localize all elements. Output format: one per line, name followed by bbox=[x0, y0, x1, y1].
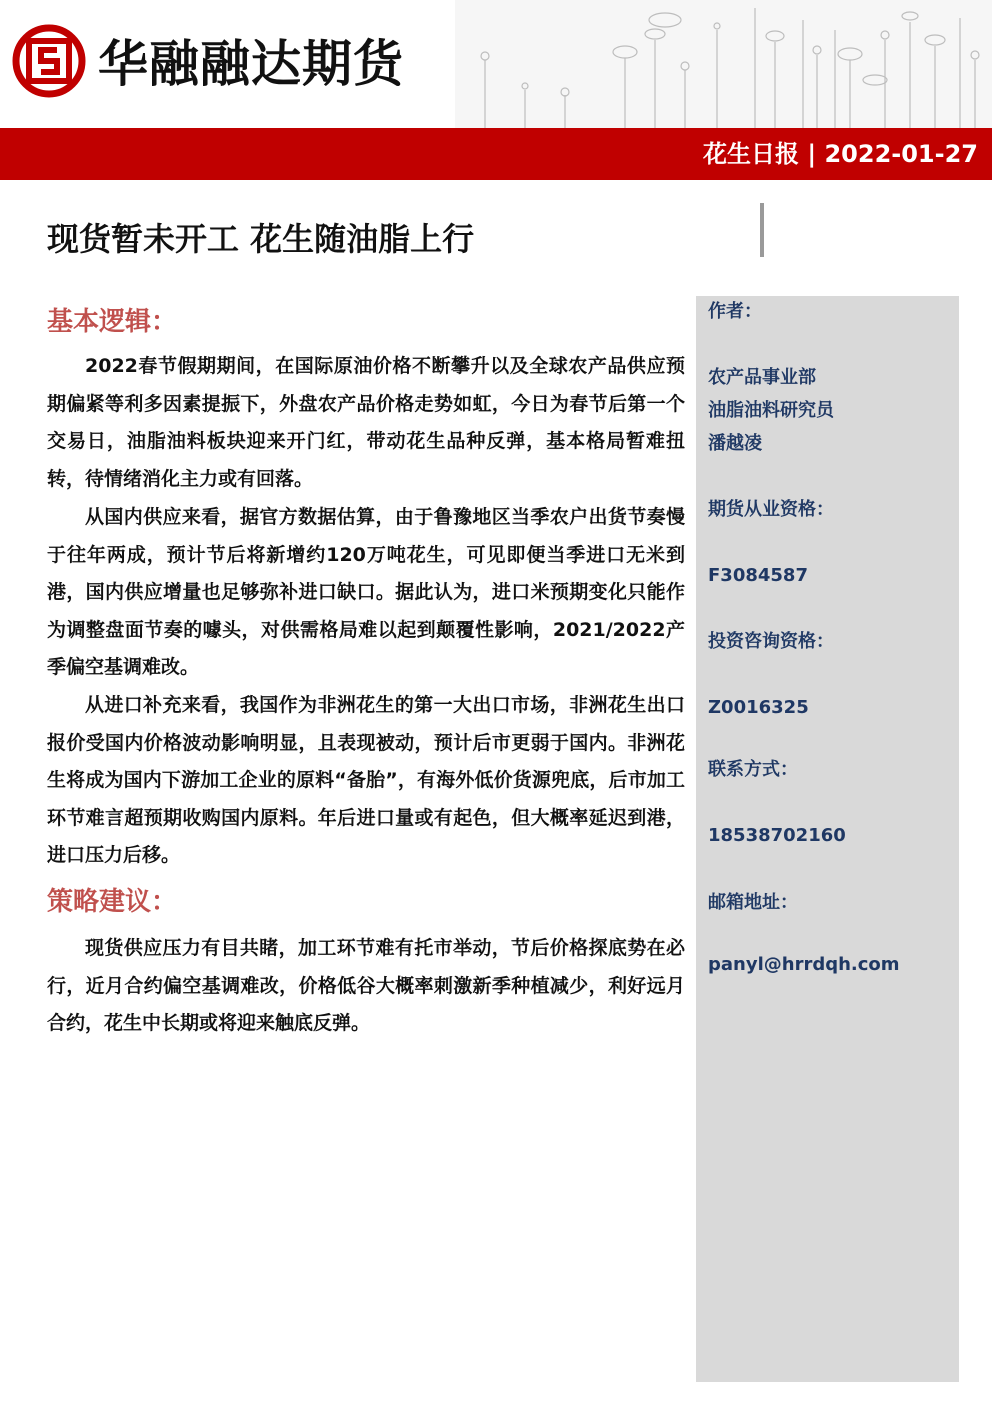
email-label: 邮箱地址： bbox=[708, 892, 798, 913]
email-address[interactable]: panyl@hrrdqh.com bbox=[708, 954, 900, 975]
page-title: 现货暂未开工 花生随油脂上行 bbox=[47, 220, 475, 258]
decorative-pattern bbox=[455, 0, 992, 128]
divider bbox=[760, 203, 764, 257]
consult-qualification-id: Z0016325 bbox=[708, 697, 809, 718]
author-sidebar bbox=[696, 296, 959, 1382]
author-role: 油脂油料研究员 bbox=[708, 400, 834, 421]
company-name: 华融融达期货 bbox=[98, 35, 404, 93]
paragraph-strategy-1: 现货供应压力有目共睹，加工环节难有托市举动，节后价格探底势在必行，近月合约偏空基调难改，价格低谷大概率刺激新季种植减少，利好远月合约，花生中长期或将迎来触底反弹。 bbox=[47, 937, 685, 1034]
author-label: 作者： bbox=[708, 301, 762, 322]
author-name: 潘越凌 bbox=[708, 433, 762, 454]
section-heading-strategy: 策略建议： bbox=[47, 887, 178, 917]
paragraph-logic-3: 从进口补充来看，我国作为非洲花生的第一大出口市场，非洲花生出口报价受国内价格波动影响明显，且表现被动，预计后市更弱于国内。非洲花生将成为国内下游加工企业的原料“备胎”，有海外低价货源兜底，后市加工环节难言超预期收购国内原料。年后进口量或有起色，但大概率延迟到港，进口压力后移。 bbox=[47, 694, 685, 866]
report-header-bar bbox=[0, 128, 992, 180]
report-tag: 花生日报 | 2022-01-27 bbox=[703, 140, 978, 168]
contact-label: 联系方式： bbox=[708, 759, 798, 780]
paragraph-logic-1: 2022春节假期期间，在国际原油价格不断攀升以及全球农产品供应预期偏紧等利多因素提振下，外盘农产品价格走势如虹，今日为春节后第一个交易日，油脂油料板块迎来开门红，带动花生品种反弹，基本格局暂难扭转，待情绪消化主力或有回落。 bbox=[47, 355, 685, 490]
futures-qualification-label: 期货从业资格： bbox=[708, 499, 834, 520]
futures-qualification-id: F3084587 bbox=[708, 565, 808, 586]
paragraph-logic-2: 从国内供应来看，据官方数据估算，由于鲁豫地区当季农户出货节奏慢于往年两成，预计节后将新增约120万吨花生，可见即便当季进口无米到港，国内供应增量也足够弥补进口缺口。据此认为，进口米预期变化只能作为调整盘面节奏的噱头，对供需格局难以起到颠覆性影响，2021/2022产季偏空基调难改。 bbox=[47, 506, 685, 678]
contact-phone: 18538702160 bbox=[708, 825, 846, 846]
company-logo-icon bbox=[12, 24, 86, 98]
author-dept: 农产品事业部 bbox=[708, 367, 816, 388]
consult-qualification-label: 投资咨询资格： bbox=[708, 631, 834, 652]
section-heading-logic: 基本逻辑： bbox=[47, 307, 178, 337]
